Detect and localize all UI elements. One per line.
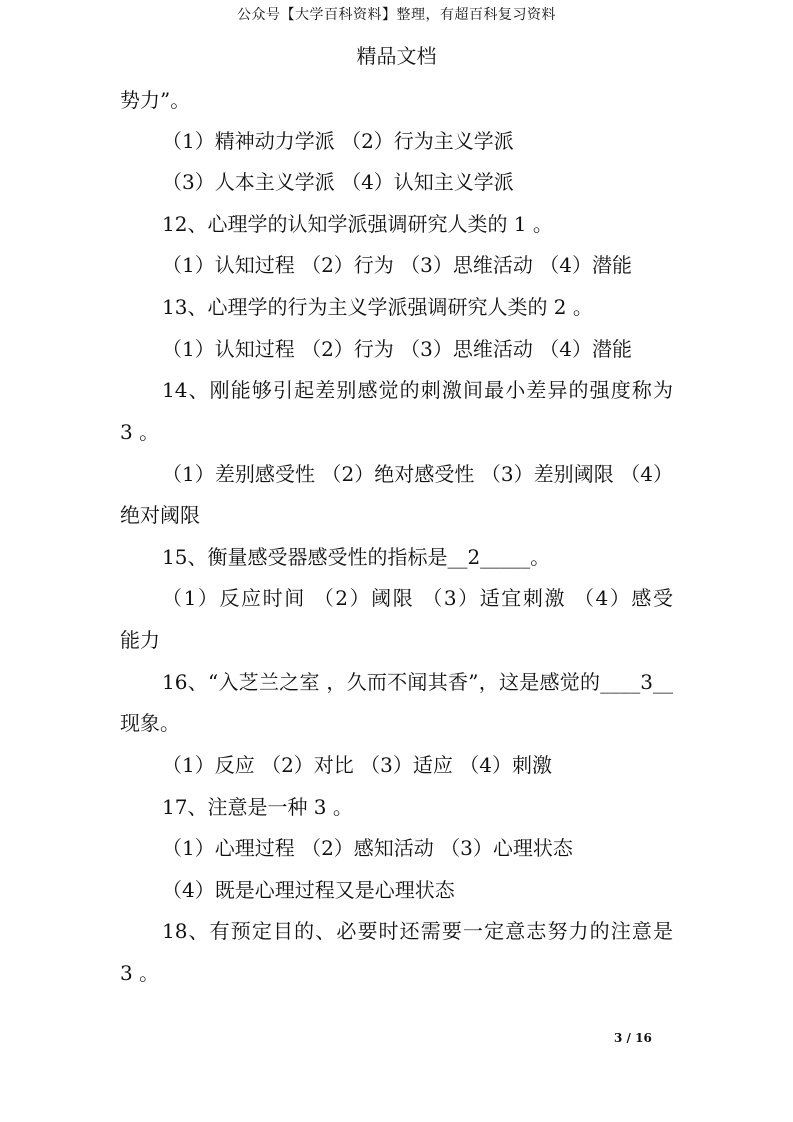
text-line: （1）精神动力学派 （2）行为主义学派: [162, 129, 514, 153]
text-line: 势力”。: [120, 88, 191, 112]
text-line: 18、有预定目的、必要时还需要一定意志努力的注意是: [162, 919, 673, 943]
text-line: 15、衡量感受器感受性的指标是__2_____。: [162, 545, 551, 569]
text-line: 能力: [120, 628, 160, 652]
text-line: 3 。: [120, 420, 160, 444]
text-line: 16、“入芝兰之室 ，久而不闻其香”，这是感觉的____3__: [162, 670, 673, 694]
text-line: （1）反应 （2）对比 （3）适应 （4）刺激: [162, 753, 552, 777]
text-line: （1）反应时间 （2）阈限 （3）适宜刺激 （4）感受: [162, 586, 673, 610]
text-line: （1）差别感受性 （2）绝对感受性 （3）差别阈限 （4）: [162, 462, 673, 486]
document-title: 精品文档: [356, 44, 437, 68]
text-line: 12、心理学的认知学派强调研究人类的 1 。: [162, 212, 553, 236]
text-line: （3）人本主义学派 （4）认知主义学派: [162, 170, 514, 194]
text-line: 绝对阈限: [120, 503, 200, 527]
text-line: （1）认知过程 （2）行为 （3）思维活动 （4）潜能: [162, 337, 632, 361]
text-line: （4）既是心理过程又是心理状态: [162, 878, 455, 902]
text-line: （1）心理过程 （2）感知活动 （3）心理状态: [162, 836, 573, 860]
page-header: 公众号【大学百科资料】整理，有超百科复习资料: [237, 7, 556, 23]
text-line: 13、心理学的行为主义学派强调研究人类的 2 。: [162, 295, 593, 319]
text-line: 现象。: [120, 711, 180, 735]
text-line: 3 。: [120, 961, 160, 985]
page-number: 3 / 16: [614, 1031, 652, 1045]
text-line: （1）认知过程 （2）行为 （3）思维活动 （4）潜能: [162, 253, 632, 277]
text-line: 17、注意是一种 3 。: [162, 795, 353, 819]
text-line: 14、刚能够引起差别感觉的刺激间最小差异的强度称为: [162, 378, 673, 402]
